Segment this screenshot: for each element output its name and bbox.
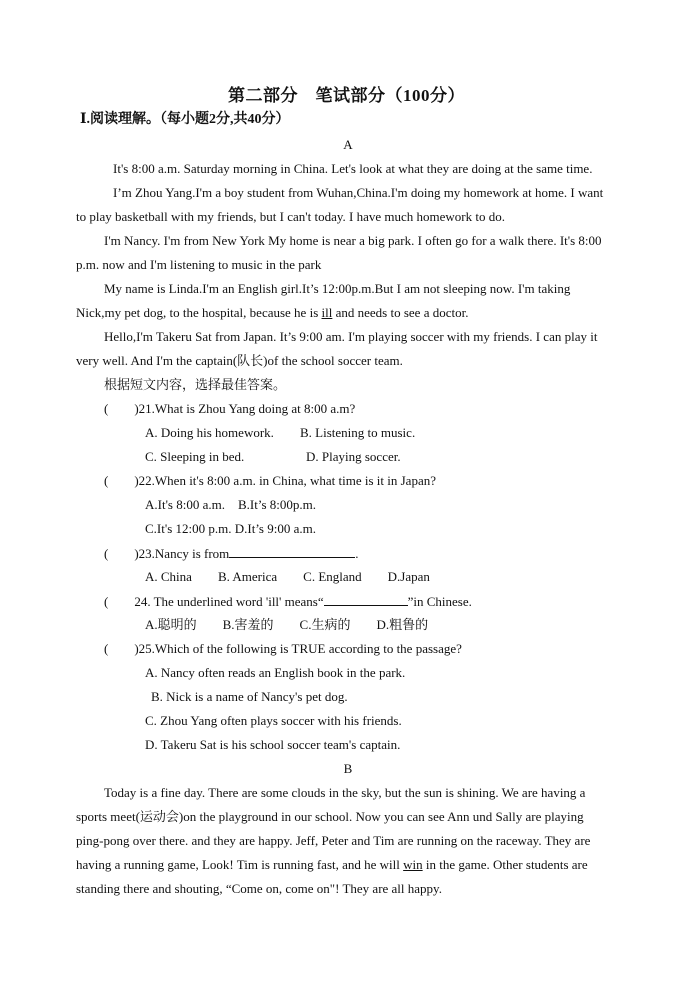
option: A. Doing his homework. <box>145 425 274 440</box>
answer-blank <box>324 593 408 606</box>
option: A.聪明的 B.害羞的 C.生病的 D.粗鲁的 <box>145 617 429 632</box>
question-21: ( )21.What is Zhou Yang doing at 8:00 a.m? <box>104 401 356 416</box>
question-23 <box>104 545 359 562</box>
passage-b-paragraph: sports meet(运动会)on the playground in our school. Now you can see Ann und Sally are playing <box>76 809 584 824</box>
instruction: 根据短文内容，选择最佳答案。 <box>104 377 287 392</box>
text-span: in the game. Other students are <box>422 857 588 872</box>
passage-a-paragraph: I'm Nancy. I'm from New York My home is near a big park. I often go for a walk there. It's 8:00 <box>104 233 602 248</box>
question-24 <box>104 593 472 610</box>
passage-a-paragraph: very well. And I'm the captain(队长)of the school soccer team. <box>76 353 403 368</box>
option: A. China B. America C. England D.Japan <box>145 569 430 584</box>
passage-b-paragraph: standing there and shouting, “Come on, come on"! They are all happy. <box>76 881 442 896</box>
text-span: having a running game, Look! Tim is running fast, and he will <box>76 857 404 872</box>
answer-blank <box>229 545 355 558</box>
passage-a-paragraph: p.m. now and I'm listening to music in the park <box>76 257 322 272</box>
option: C.It's 12:00 p.m. D.It’s 9:00 a.m. <box>145 521 316 536</box>
underlined-word: win <box>403 857 423 872</box>
question-text: ( )23.Nancy is from <box>104 546 230 561</box>
question-25: ( )25.Which of the following is TRUE according to the passage? <box>104 641 462 656</box>
passage-a-paragraph: to play basketball with my friends, but I can't today. I have much homework to do. <box>76 209 505 224</box>
part-a-label: A <box>343 137 353 152</box>
passage-a-paragraph: Hello,I'm Takeru Sat from Japan. It’s 9:00 am. I'm playing soccer with my friends. I can play it <box>104 329 598 344</box>
passage-b-paragraph: Today is a fine day. There are some clouds in the sky, but the sun is shining. We are having a <box>104 785 586 800</box>
option: D. Takeru Sat is his school soccer team's captain. <box>145 737 401 752</box>
passage-a-paragraph: My name is Linda.I'm an English girl.It’s 12:00p.m.But I am not sleeping now. I'm taking <box>104 281 571 296</box>
passage-a-paragraph: I’m Zhou Yang.I'm a boy student from Wuhan,China.I'm doing my homework at home. I want <box>113 185 604 200</box>
question-22: ( )22.When it's 8:00 a.m. in China, what time is it in Japan? <box>104 473 436 488</box>
passage-b-paragraph <box>76 857 588 873</box>
passage-a-paragraph: It's 8:00 a.m. Saturday morning in China. Let's look at what they are doing at the same time. <box>113 161 593 176</box>
text-span: Nick,my pet dog, to the hospital, because he is <box>76 305 322 320</box>
option: C. Zhou Yang often plays soccer with his friends. <box>145 713 402 728</box>
page-title: 第二部分 笔试部分（100分） <box>228 86 465 105</box>
question-text: ”in Chinese. <box>407 594 472 609</box>
option: C. Sleeping in bed. <box>145 449 245 464</box>
part-b-label: B <box>343 761 353 776</box>
option: A. Nancy often reads an English book in the park. <box>145 665 406 680</box>
underlined-word: ill <box>321 305 333 320</box>
section-heading: Ⅰ.阅读理解。（每小题2分,共40分） <box>80 112 290 127</box>
option: B. Listening to music. <box>300 425 416 440</box>
passage-b-paragraph: ping-pong over there. and they are happy. Jeff, Peter and Tim are running on the raceway. They are <box>76 833 591 848</box>
question-text: ( 24. The underlined word 'ill' means“ <box>104 594 324 609</box>
passage-a-paragraph <box>76 305 468 321</box>
option: D. Playing soccer. <box>306 449 401 464</box>
option: A.It's 8:00 a.m. B.It’s 8:00p.m. <box>145 497 316 512</box>
question-text: . <box>355 546 359 561</box>
text-span: and needs to see a doctor. <box>332 305 469 320</box>
option: B. Nick is a name of Nancy's pet dog. <box>151 689 348 704</box>
